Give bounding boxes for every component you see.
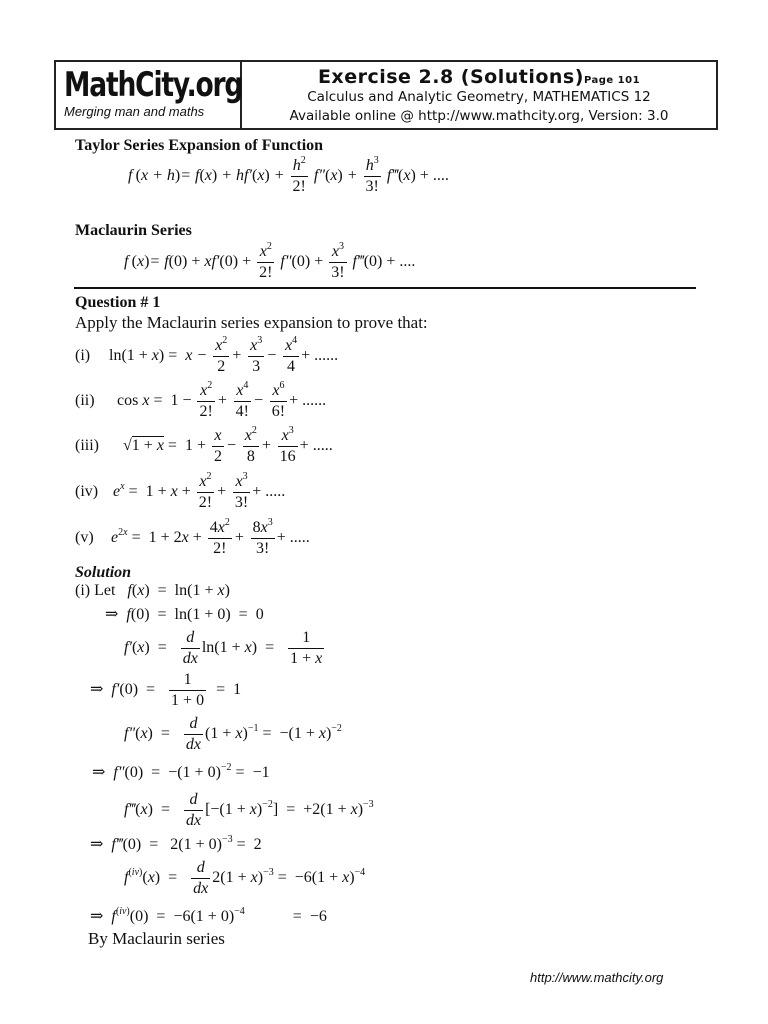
header-info <box>242 62 716 128</box>
solution-line-10: ⇒ $f^{(iv)}(0) = -6(1 + 0)^{-4}$ = −6 <box>90 906 327 925</box>
solution-line-7: f‴(x) = $\frac{d}{dx}$ $[-(1 + x)^{-2}] = +2(1 + x)^{-3}$ <box>124 791 374 829</box>
section-divider <box>74 287 696 289</box>
solution-line-8: ⇒ f‴(0) = $2(1 + 0)^{-3} = 2$ <box>90 834 262 853</box>
solution-line-9: $f^{(iv)}(x)$ = $\frac{d}{dx}$ $2(1 + x)^{-3} = -6(1 + x)^{-4}$ <box>124 859 366 897</box>
footer-url[interactable]: http://www.mathcity.org <box>530 970 664 985</box>
taylor-formula: f (x + h)= f(x) + hf′(x) + $\frac{h^2}{2!}$ f″(x) + $\frac{h^3}{3!}$ f‴(x) + .... <box>128 155 449 195</box>
site-logo: MathCity.org <box>64 65 243 105</box>
solution-heading: Solution <box>75 564 132 581</box>
solution-line-5: f″(x) = $\frac{d}{dx}$ $(1 + x)^{-1} = -(1 + x)^{-2}$ <box>124 715 342 753</box>
brand-box <box>56 62 242 128</box>
question-prompt: Apply the Maclaurin series expansion to prove that: <box>75 313 428 332</box>
solution-line-1: (i) Let f(x) = ln(1 + x) <box>75 582 230 599</box>
solution-line-3: f′(x) = $\frac{d}{dx}$ ln(1 + x) = $\frac{1}{1 + x}$ <box>124 629 323 667</box>
question-item-v: (v) $e^{2x} = 1 + 2x$ + $\frac{4x^2}{2!}$ + $\frac{8x^3}{3!}$ + ..... <box>75 517 310 557</box>
solution-line-2: ⇒ f(0) = ln(1 + 0) = 0 <box>105 606 264 623</box>
availability-line: Available online @ http://www.mathcity.org, Version: 3.0 <box>289 108 669 124</box>
maclaurin-formula: f (x)= f(0) + xf′(0) + $\frac{x^2}{2!}$ f″(0) + $\frac{x^3}{3!}$ f‴(0) + .... <box>124 241 416 281</box>
taylor-heading: Taylor Series Expansion of Function <box>75 137 324 154</box>
question-item-ii: (ii) cos x = 1 − $\frac{x^2}{2!}$ + $\frac{x^4}{4!}$ − $\frac{x^6}{6!}$ + ...... <box>75 380 327 420</box>
solution-closing: By Maclaurin series <box>88 929 225 948</box>
solution-line-6: ⇒ $f''(0) = -(1 + 0)^{-2} = -1$ <box>92 762 270 781</box>
solution-line-4: ⇒ f′(0) = $\frac{1}{1 + 0}$ = 1 <box>90 671 242 709</box>
question-item-iv: (iv) $e^x = 1 + x$ + $\frac{x^2}{2!}$ + $\frac{x^3}{3!}$ + ..... <box>75 471 286 511</box>
maclaurin-heading: Maclaurin Series <box>75 222 192 239</box>
exercise-title: Exercise 2.8 (Solutions) <box>317 66 584 88</box>
book-subtitle: Calculus and Analytic Geometry, MATHEMATICS 12 <box>307 89 651 105</box>
page-header <box>54 60 718 130</box>
question-item-i: (i) ln(1 + x) = x − $\frac{x^2}{2}$ + $\frac{x^3}{3}$ − $\frac{x^4}{4}$ + ...... <box>75 335 339 375</box>
question-item-iii: (iii) √1 + x = 1 + $\frac{x}{2}$ − $\frac{x^2}{8}$ + $\frac{x^3}{16}$ + ..... <box>75 425 333 465</box>
tagline: Merging man and maths <box>64 104 205 119</box>
question-heading: Question # 1 <box>75 294 161 311</box>
page-number: Page 101 <box>583 75 641 86</box>
